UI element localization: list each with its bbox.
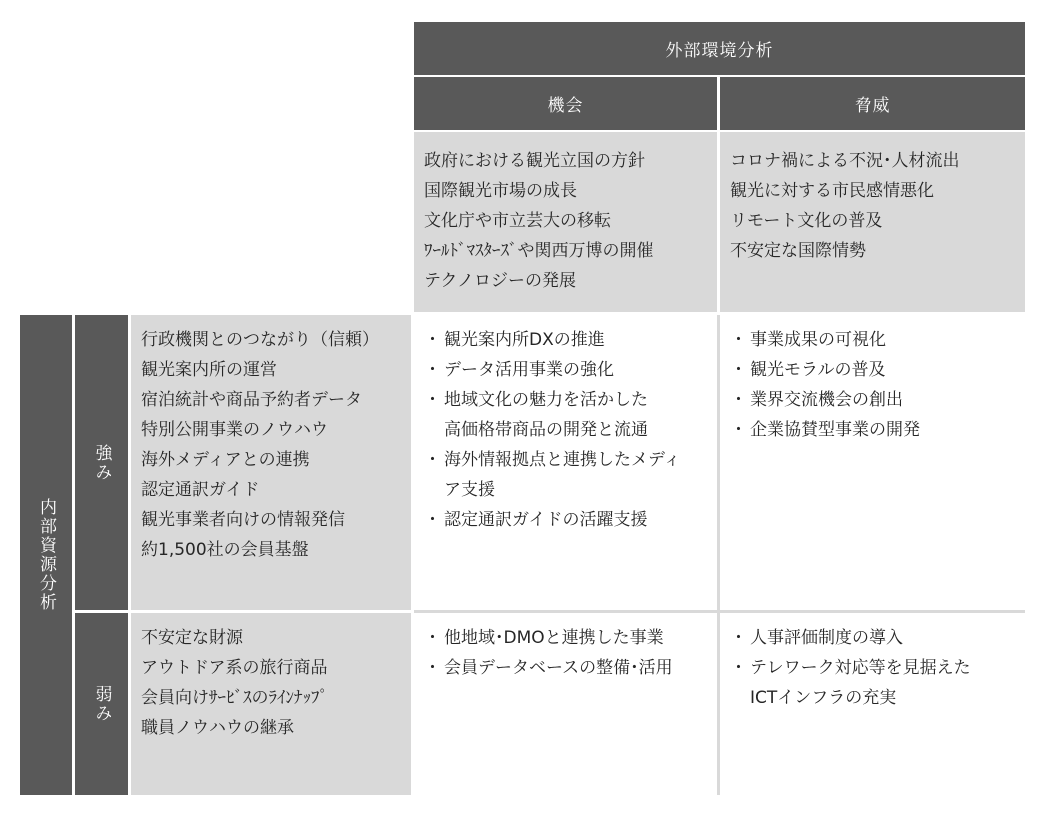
wo-item: ・ 会員データベースの整備･活用 bbox=[424, 658, 673, 678]
weakness-item: 会員向けｻｰﾋﾞｽのﾗｲﾝﾅｯﾌﾟ bbox=[141, 688, 328, 708]
threat-item: 不安定な国際情勢 bbox=[730, 241, 866, 261]
weaknesses-header: 弱み bbox=[75, 613, 128, 795]
st-item: ・ 観光モラルの普及 bbox=[730, 360, 886, 380]
weakness-item: アウトドア系の旅行商品 bbox=[141, 658, 328, 678]
so-item: ・ データ活用事業の強化 bbox=[424, 360, 614, 380]
threat-item: 観光に対する市民感情悪化 bbox=[730, 181, 934, 201]
strength-item: 海外メディアとの連携 bbox=[141, 450, 310, 470]
threats-list bbox=[720, 132, 1025, 312]
threat-item: リモート文化の普及 bbox=[730, 211, 883, 231]
opportunity-item: テクノロジーの発展 bbox=[424, 271, 576, 291]
st-item: ・ 事業成果の可視化 bbox=[730, 330, 886, 350]
weaknesses-list bbox=[131, 613, 411, 795]
st-strategy-cell bbox=[720, 315, 1025, 610]
opportunity-item: 国際観光市場の成長 bbox=[424, 181, 577, 201]
strengths-list bbox=[131, 315, 411, 610]
opportunity-item: ﾜｰﾙﾄﾞﾏｽﾀｰｽﾞや関西万博の開催 bbox=[424, 241, 654, 261]
strength-item: 観光案内所の運営 bbox=[141, 360, 277, 380]
weakness-item: 職員ノウハウの継承 bbox=[141, 718, 294, 738]
strength-item: 特別公開事業のノウハウ bbox=[141, 420, 328, 440]
strategy-divider-vertical bbox=[717, 315, 720, 795]
threat-item: コロナ禍による不況･人材流出 bbox=[730, 151, 960, 171]
opportunity-item: 政府における観光立国の方針 bbox=[424, 151, 645, 171]
opportunities-header: 機会 bbox=[414, 77, 717, 130]
opportunities-list bbox=[414, 132, 717, 312]
threats-header: 脅威 bbox=[720, 77, 1025, 130]
strength-item: 宿泊統計や商品予約者データ bbox=[141, 390, 362, 410]
so-item: ・ 観光案内所DXの推進 bbox=[424, 330, 605, 350]
so-item: ・ 認定通訳ガイドの活躍支援 bbox=[424, 510, 648, 530]
strength-item: 約1,500社の会員基盤 bbox=[141, 540, 309, 560]
so-item: ・ 地域文化の魅力を活かした 高価格帯商品の開発と流通 bbox=[424, 390, 648, 440]
strength-item: 認定通訳ガイド bbox=[141, 480, 260, 500]
wt-item: ・ テレワーク対応等を見据えた ICTインフラの充実 bbox=[730, 658, 971, 708]
wt-item: ・ 人事評価制度の導入 bbox=[730, 628, 903, 648]
wo-item: ・ 他地域･DMOと連携した事業 bbox=[424, 628, 664, 648]
so-strategy-cell bbox=[414, 315, 717, 610]
wo-strategy-cell bbox=[414, 613, 717, 795]
weakness-item: 不安定な財源 bbox=[141, 628, 243, 648]
external-analysis-header: 外部環境分析 bbox=[414, 22, 1025, 75]
opportunity-item: 文化庁や市立芸大の移転 bbox=[424, 211, 611, 231]
internal-analysis-header: 内部資源分析 bbox=[20, 315, 72, 795]
strength-item: 観光事業者向けの情報発信 bbox=[141, 510, 345, 530]
strength-item: 行政機関とのつながり（信頼） bbox=[141, 330, 379, 350]
so-item: ・ 海外情報拠点と連携したメディ ア支援 bbox=[424, 450, 681, 500]
st-item: ・ 業界交流機会の創出 bbox=[730, 390, 903, 410]
st-item: ・ 企業協賛型事業の開発 bbox=[730, 420, 920, 440]
strengths-header: 強み bbox=[75, 315, 128, 610]
wt-strategy-cell bbox=[720, 613, 1025, 795]
